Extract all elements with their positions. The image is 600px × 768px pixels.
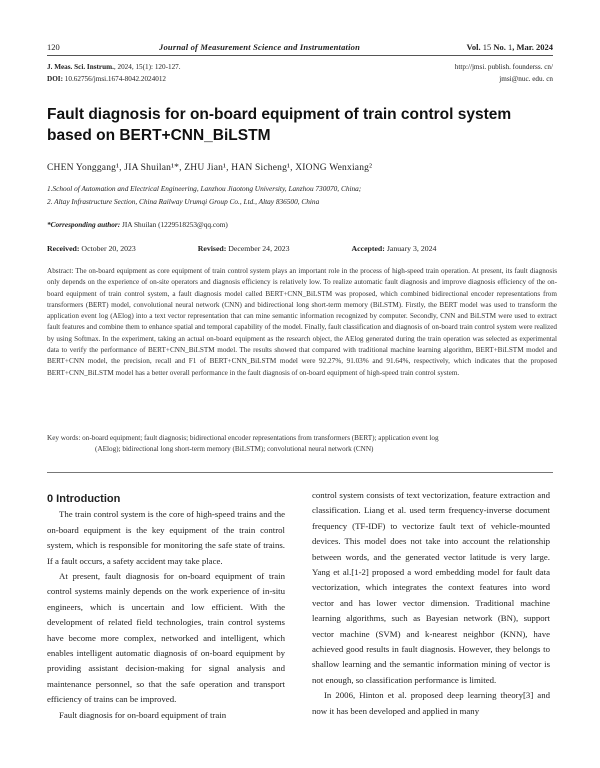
accepted-date — [352, 244, 467, 253]
paragraph: At present, fault diagnosis for on-board equipment of train control systems mainly depends on the work experience of in-situ engineers, which is uncertain and low efficient. With the development of related field technologies, train control systems have become more complex, networked and intelligent, which enables intelligent automatic diagnosis of on-board equipment by providing assistant decision-making for signal analysis and maintenance personnel, so that the safe operation and transport efficiency of trains can be improved. — [47, 571, 285, 705]
citation: , 2024, 15(1): 120-127. — [113, 63, 181, 71]
paragraph: control system consists of text vectorization, feature extraction and classification. Liang et al. used term frequency-inverse document frequency (TF-IDF) to vectorize fault text of vehicle-mounted devices. This model does not take into account the relationship between words, and the generated vector latitude is very large. Yang et al.[1-2] proposed a word embedding model for fault data vectorization, which integrates the context features into word vector and has lower vector dimension. Traditional machine learning algorithms, such as Bayesian network (BN), support vector machine (SVM) and k-nearest neighbor (KNN), have achieved good results in fault diagnosis. However, they belongs to shallow learning and the semantic information mining of vector is not enough, so classification performance is limited. — [312, 490, 550, 685]
citation-label: J. Meas. Sci. Instrum. — [47, 63, 114, 71]
doi: 10.62756/jmsi.1674-8042.2024012 — [62, 75, 167, 83]
keywords — [47, 433, 557, 456]
received-date — [47, 244, 166, 253]
corresponding-text: JIA Shuilan (1229518253@qq.com) — [120, 220, 228, 229]
volume-issue — [466, 42, 553, 52]
journal-contact — [455, 61, 553, 85]
keywords-label: Key words: — [47, 434, 81, 442]
vol-number: 15 — [482, 42, 492, 52]
article-dates — [47, 244, 567, 253]
section-heading: 0 Introduction — [47, 493, 121, 505]
abstract-divider — [47, 472, 553, 473]
accepted-value: January 3, 2024 — [384, 244, 437, 253]
page-number: 120 — [47, 42, 60, 52]
vol-label: Vol. — [466, 42, 481, 52]
affiliations — [47, 182, 361, 208]
revised-label: Revised: — [197, 244, 227, 253]
keywords-line-2: (AElog); bidirectional long short-term memory (BiLSTM); convolutional neural network (CNN) — [95, 445, 374, 454]
accepted-label: Accepted: — [351, 244, 385, 253]
abstract: Abstract: The on-board equipment as core equipment of train control system plays an important role in the process of high-speed train operation. At present, its fault diagnosis only depends on the experience of on-site operators and diagnosis efficiency is relatively low. To realize automatic fault diagnosis and improve diagnosis efficiency of the on-board equipment of train control system, a fault diagnosis model called BERT+CNN_BiLSTM was proposed, which combined bidirectional encoder representations from transformers (BERT) model, convolutional neural network (CNN) and bidirectional long short-term memory (BiLSTM). Firstly, the BERT model was used to transform the application event log (AElog) into a text vector representation that can mine semantic information recognized by computer. Secondly, CNN and BiLSTM were used to extract fault features and combine them to enhance spatial and temporal capability of the model. Finally, fault classification and diagnosis of on-board train control system were realized by using Softmax. In the experiment, taking an actual on-board equipment as the research object, the AElog generated during the train operation was selected as experimental data to verify the performance of BERT+CNN_BiLSTM model. The results showed that compared with traditional machine learning algorithm, BERT+BiLSTM model and BERT+CNN model, the precision, recall and F1 of BERT+CNN_BiLSTM model were 92.27%, 91.03% and 91.64%, respectively, which indicates that the proposed BERT+CNN_BiLSTM model has a better overall performance in the fault diagnosis of on-board equipment of high-speed train control system. — [47, 267, 557, 377]
journal-url[interactable]: http://jmsi. publish. founderss. cn/ — [454, 63, 553, 71]
citation-block — [47, 61, 181, 85]
header-divider — [47, 55, 553, 56]
body-column-left — [47, 492, 285, 723]
issue-number: 1 — [507, 42, 513, 52]
body-column-right — [312, 488, 550, 719]
received-value: October 20, 2023 — [79, 244, 136, 253]
author-list: CHEN Yonggang¹, JIA Shuilan¹*, ZHU Jian¹, HAN Sicheng¹, XIONG Wenxiang² — [47, 163, 373, 173]
issue-date: , Mar. 2024 — [512, 42, 553, 52]
affiliation-2: 2. Altay Infrastructure Section, China Railway Urumqi Group Co., Ltd., Altay 836500, China — [47, 197, 320, 206]
corresponding-label: *Corresponding author: — [47, 220, 121, 229]
corresponding-author — [47, 220, 228, 229]
paragraph: The train control system is the core of high-speed trains and the on-board equipment is the key equipment of the train control system, which is responsible for monitoring the safe state of trains. If a fault occurs, a safety accident may take place. — [47, 509, 285, 566]
paragraph: In 2006, Hinton et al. proposed deep learning theory[3] and now it has been developed and applied in many — [312, 690, 550, 716]
journal-name: Journal of Measurement Science and Instrumentation — [159, 42, 361, 52]
paragraph: Fault diagnosis for on-board equipment of train — [59, 709, 227, 720]
journal-email[interactable]: jmsi@nuc. edu. cn — [499, 75, 553, 83]
doi-label: DOI: — [47, 75, 63, 83]
revised-value: December 24, 2023 — [226, 244, 290, 253]
received-label: Received: — [47, 244, 80, 253]
paper-title: Fault diagnosis for on-board equipment of train control system based on BERT+CNN_BiLSTM — [47, 106, 512, 144]
no-label: No. — [493, 42, 506, 52]
keywords-line-1: on-board equipment; fault diagnosis; bidirectional encoder representations from transformers (BERT); application event log — [80, 434, 439, 442]
revised-date — [198, 244, 320, 253]
affiliation-1: 1.School of Automation and Electrical Engineering, Lanzhou Jiaotong University, Lanzhou 730070, China; — [47, 184, 362, 193]
